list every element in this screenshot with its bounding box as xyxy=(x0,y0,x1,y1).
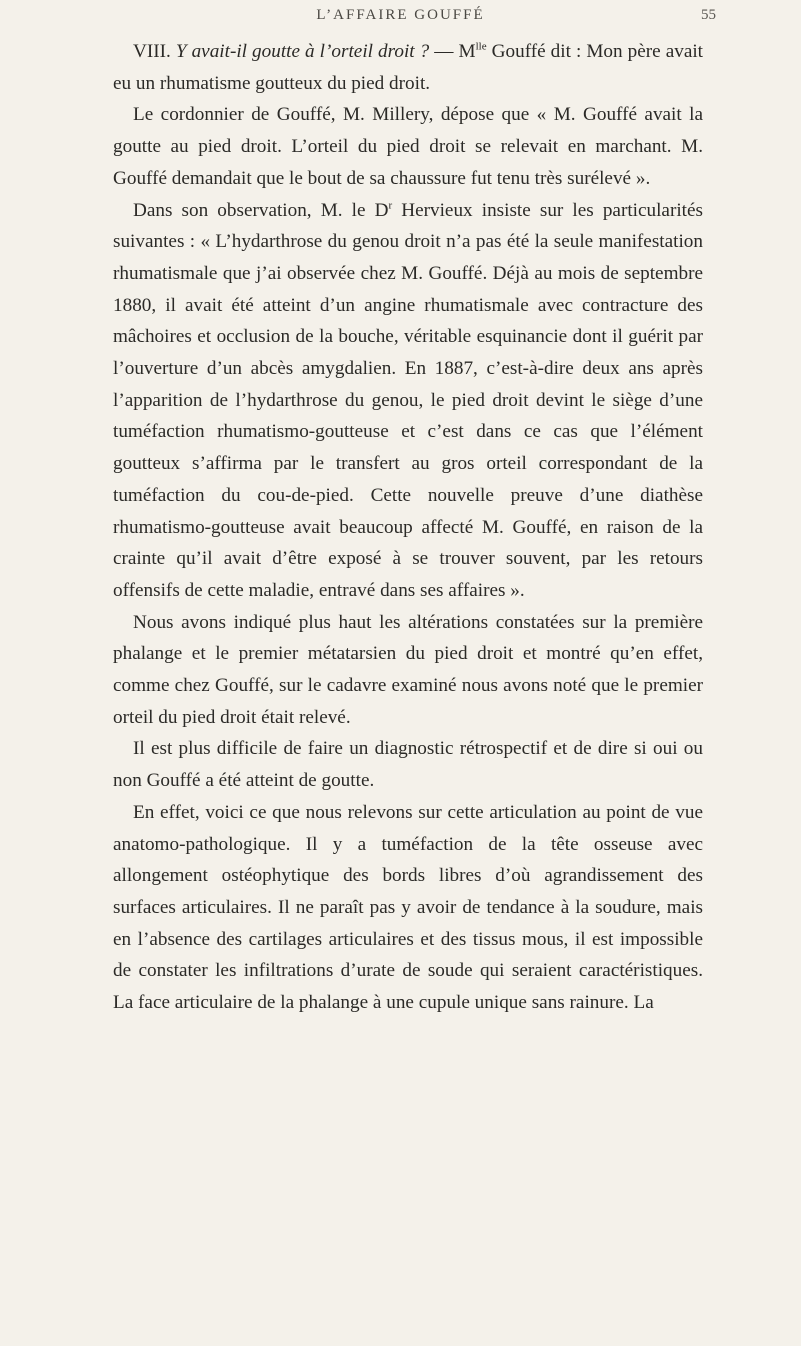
paragraph-5: Il est plus difficile de faire un diagnostic rétrospectif et de dire si oui ou non Gouffé a été atteint de goutte. xyxy=(113,738,703,792)
paragraph-3 xyxy=(113,195,703,607)
section-numeral: VIII. xyxy=(133,41,171,62)
abbrev-superscript: lle xyxy=(475,40,487,53)
paragraph-3-text: Hervieux insiste sur les particularités suivantes : « L’hydarthrose du genou droit n’a pas été la seule manifestation rhumatismale que j’ai observée chez M. Gouffé. Déjà au mois de septembre 1880, il avait été atteint d’un angine rhumatismale avec contracture des mâchoires et occlusion de la bouche, véritable esquinancie dont il guérit par l’ouverture d’un abcès amygdalien. En 1887, c’est-à-dire deux ans après l’apparition de l’hydarthrose du genou, le pied droit devint le siège d’une tuméfaction rhumatismo-goutteuse et c’est dans ce cas que l’élément goutteux s’affirma par le transfert au gros orteil correspondant de la tuméfaction du cou-de-pied. Cette nouvelle preuve d’une diathèse rhumatismo-goutteuse avait beaucoup affecté M. Gouffé, en raison de la crainte qu’il avait d’être exposé à se trouver souvent, par les retours offensifs de cette maladie, entravé dans ses affaires ». xyxy=(113,199,703,601)
page-number: 55 xyxy=(701,7,716,23)
page-body xyxy=(113,36,703,1019)
paragraph-4: Nous avons indiqué plus haut les altérations constatées sur la première phalange et le premier métatarsien du pied droit et montré qu’en effet, comme chez Gouffé, sur le cadavre examiné nous avons noté que le premier orteil du pied droit était relevé. xyxy=(113,611,703,728)
paragraph-1-text: Gouffé dit : Mon père avait eu un rhumatisme goutteux du pied droit. xyxy=(113,41,703,94)
running-title: L’AFFAIRE GOUFFÉ xyxy=(316,7,485,23)
paragraph-6: En effet, voici ce que nous relevons sur cette articulation au point de vue anatomo-pathologique. Il y a tuméfaction de la tête osseuse avec allongement ostéophytique des bords libres d’où agrandissement des surfaces articulaires. Il ne paraît pas y avoir de tendance à la soudure, mais en l’absence des cartilages articulaires et des tissus mous, il est impossible de constater les infiltrations d’urate de soude qui seraient caractéristiques. La face articulaire de la phalange à une cupule unique sans rainure. La xyxy=(113,801,703,1014)
section-question: Y avait-il goutte à l’orteil droit ? xyxy=(175,41,430,62)
doctor-superscript: r xyxy=(388,199,393,212)
running-head xyxy=(0,7,801,31)
paragraph-1-dash: — M xyxy=(429,41,476,62)
paragraph-1 xyxy=(113,36,703,99)
paragraph-3-start: Dans son observation, M. le D xyxy=(133,199,389,221)
paragraph-2: Le cordonnier de Gouffé, M. Millery, dépose que « M. Gouffé avait la goutte au pied droit. L’orteil du pied droit se relevait en marchant. M. Gouffé demandait que le bout de sa chaussure fut tenu très surélevé ». xyxy=(113,104,703,189)
